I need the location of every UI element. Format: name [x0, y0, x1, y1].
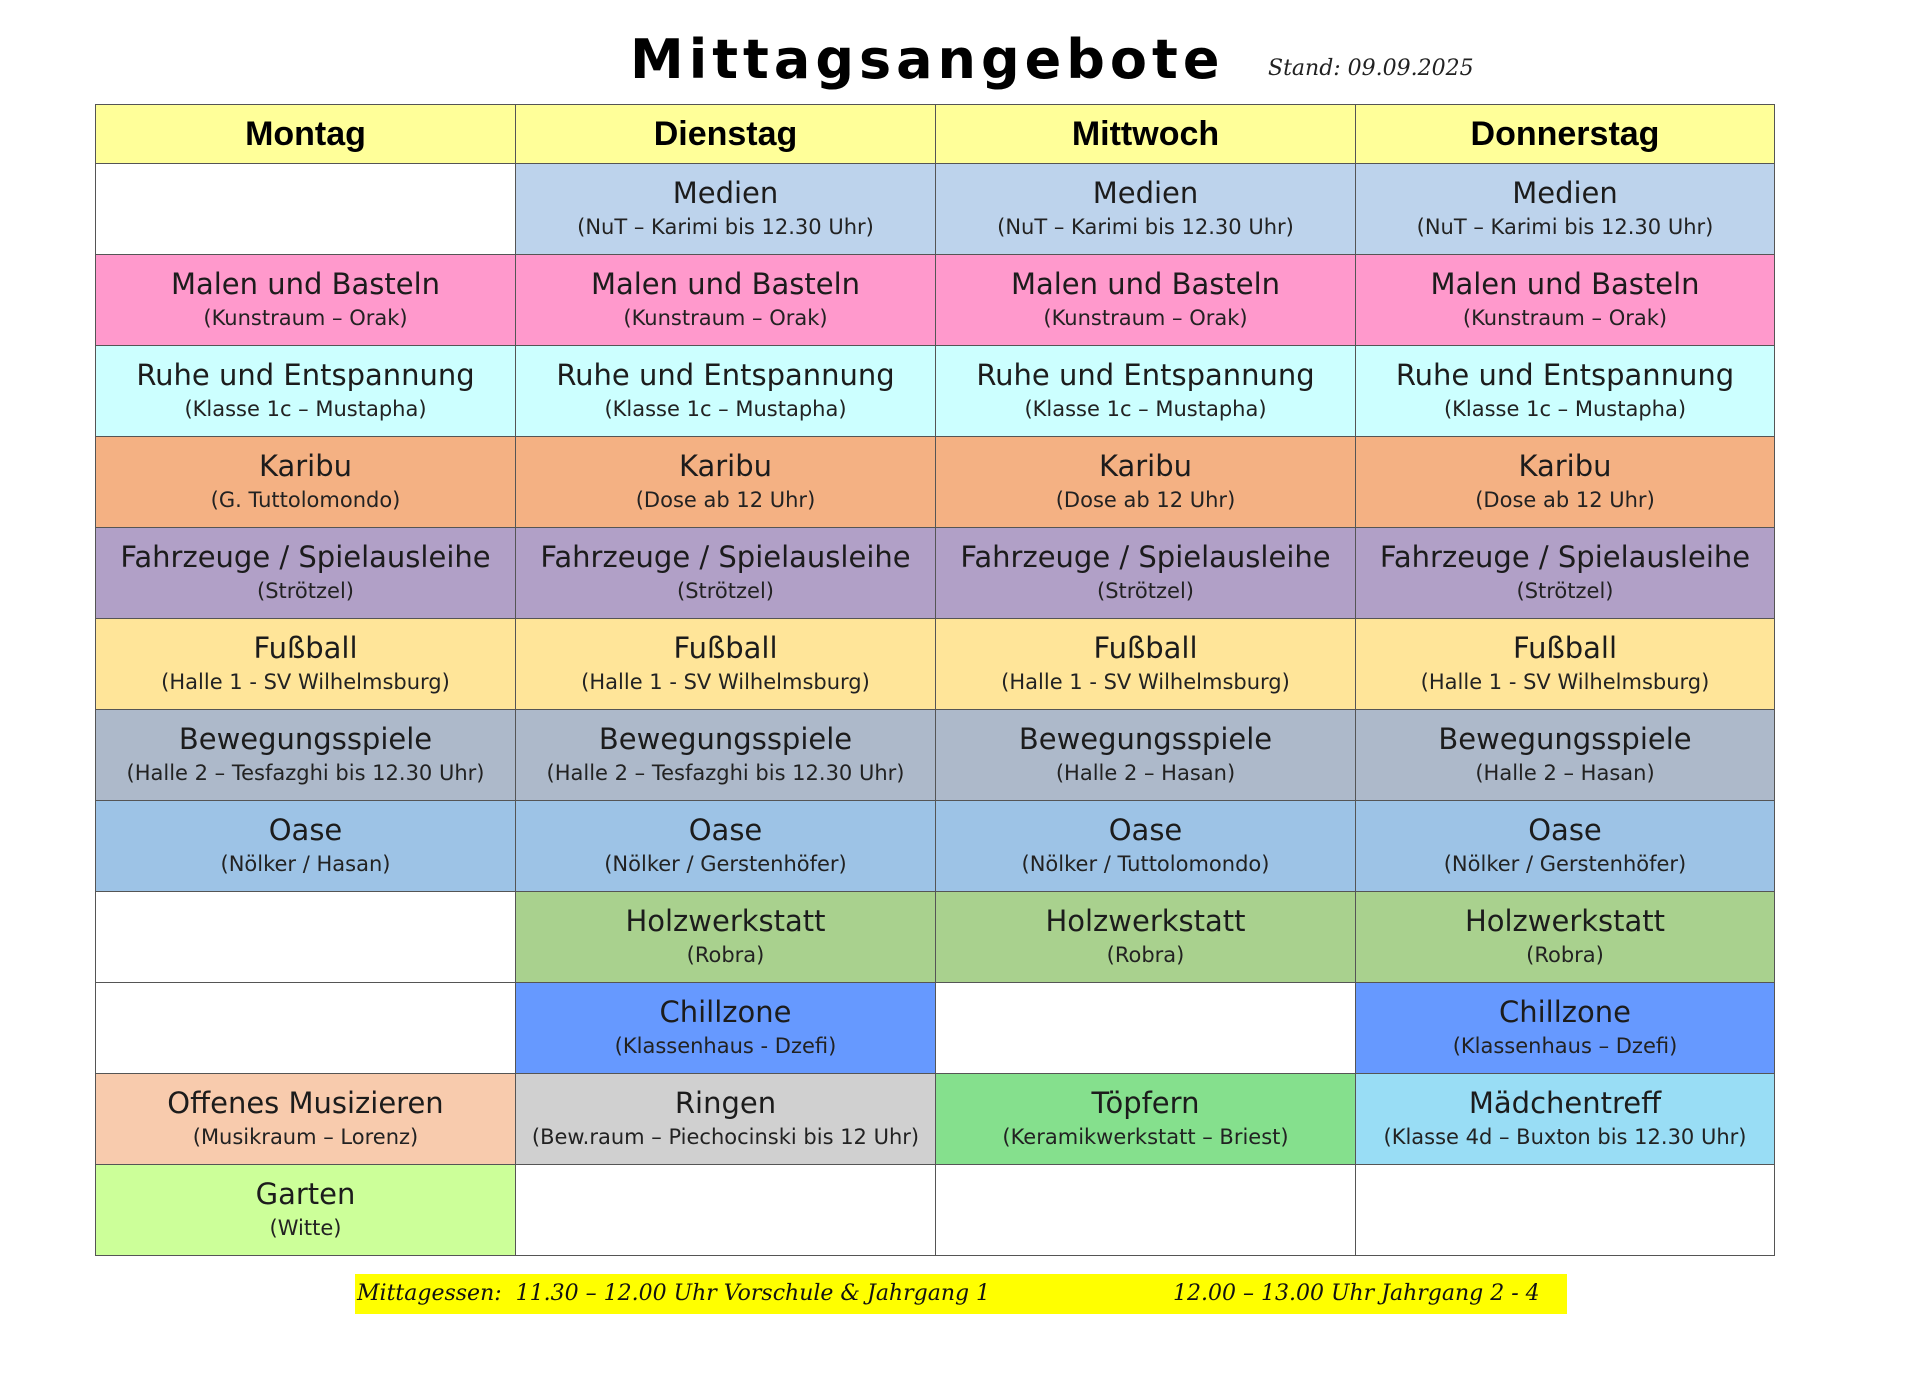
day-header-monday: Montag [96, 105, 516, 164]
activity-cell [516, 164, 936, 255]
activity-location: (Robra) [1106, 943, 1185, 967]
activity-name: Fußball [673, 631, 778, 665]
activity-location: (NuT – Karimi bis 12.30 Uhr) [1416, 215, 1714, 239]
activity-name: Malen und Basteln [1430, 267, 1700, 301]
activity-cell [516, 710, 936, 801]
activity-name: Karibu [258, 449, 353, 483]
activity-name: Fahrzeuge / Spielausleihe [120, 540, 491, 574]
activity-location: (Halle 1 - SV Wilhelmsburg) [581, 670, 870, 694]
activity-location: (Halle 1 - SV Wilhelmsburg) [1001, 670, 1290, 694]
page-title: Mittagsangebote [630, 28, 1225, 91]
activity-name: Medien [1512, 176, 1618, 210]
activity-cell [516, 528, 936, 619]
activity-location: (Strötzel) [1516, 579, 1614, 603]
schedule-row [96, 528, 1775, 619]
activity-cell [96, 710, 516, 801]
activity-location: (Strötzel) [257, 579, 354, 603]
activity-name: Fahrzeuge / Spielausleihe [540, 540, 911, 574]
activity-cell [936, 164, 1356, 255]
schedule-row [96, 1074, 1775, 1165]
activity-name: Oase [268, 813, 343, 847]
empty-cell [96, 892, 516, 983]
activity-location: (Halle 2 – Tesfazghi bis 12.30 Uhr) [546, 761, 905, 785]
activity-cell [1356, 710, 1775, 801]
activity-location: (Halle 2 – Hasan) [1475, 761, 1655, 785]
lunch-time-late: 12.00 – 13.00 Uhr Jahrgang 2 - 4 [1173, 1281, 1540, 1306]
schedule-row [96, 710, 1775, 801]
activity-cell [1356, 528, 1775, 619]
activity-name: Oase [1528, 813, 1602, 847]
schedule-row [96, 164, 1775, 255]
activity-location: (Halle 1 - SV Wilhelmsburg) [161, 670, 450, 694]
activity-location: (NuT – Karimi bis 12.30 Uhr) [997, 215, 1294, 239]
activity-name: Mädchentreff [1468, 1086, 1662, 1120]
activity-cell [1356, 437, 1775, 528]
activity-cell [96, 619, 516, 710]
activity-cell [936, 255, 1356, 346]
activity-location: (Klassenhaus - Dzefi) [614, 1034, 837, 1058]
schedule-table [95, 104, 1775, 1256]
activity-location: (Nölker / Gerstenhöfer) [1443, 852, 1687, 876]
activity-location: (Strötzel) [677, 579, 774, 603]
activity-name: Fahrzeuge / Spielausleihe [960, 540, 1331, 574]
activity-cell [516, 255, 936, 346]
activity-location: (Strötzel) [1097, 579, 1194, 603]
activity-cell [936, 619, 1356, 710]
activity-cell [936, 710, 1356, 801]
schedule-row [96, 619, 1775, 710]
activity-cell [1356, 255, 1775, 346]
activity-location: (Kunstraum – Orak) [1462, 306, 1668, 330]
empty-cell [96, 164, 516, 255]
activity-name: Bewegungsspiele [598, 722, 853, 756]
schedule-row [96, 255, 1775, 346]
activity-name: Fußball [253, 631, 358, 665]
activity-name: Fußball [1093, 631, 1198, 665]
activity-location: (Musikraum – Lorenz) [192, 1125, 419, 1149]
empty-cell [1356, 1165, 1775, 1256]
activity-cell [516, 437, 936, 528]
activity-cell [96, 346, 516, 437]
activity-name: Karibu [1518, 449, 1612, 483]
activity-cell [1356, 892, 1775, 983]
activity-cell [96, 437, 516, 528]
activity-location: (Nölker / Hasan) [220, 852, 391, 876]
activity-location: (Kunstraum – Orak) [623, 306, 828, 330]
day-header-wednesday: Mittwoch [936, 105, 1356, 164]
activity-name: Ringen [674, 1086, 777, 1120]
schedule-row [96, 437, 1775, 528]
schedule-row [96, 892, 1775, 983]
activity-cell [1356, 1074, 1775, 1165]
activity-cell [936, 437, 1356, 528]
activity-name: Chillzone [659, 995, 792, 1029]
day-header-tuesday: Dienstag [516, 105, 936, 164]
activity-name: Fahrzeuge / Spielausleihe [1379, 540, 1751, 574]
activity-location: (Klasse 1c – Mustapha) [604, 397, 847, 421]
activity-location: (Robra) [1526, 943, 1604, 967]
activity-cell [96, 1165, 516, 1256]
activity-location: (Kunstraum – Orak) [203, 306, 408, 330]
activity-name: Ruhe und Entspannung [1395, 358, 1735, 392]
activity-name: Ruhe und Entspannung [556, 358, 895, 392]
activity-name: Chillzone [1499, 995, 1631, 1029]
empty-cell [936, 1165, 1356, 1256]
lunch-times-footer [355, 1274, 1567, 1314]
activity-name: Medien [672, 176, 779, 210]
activity-location: (Robra) [686, 943, 765, 967]
activity-location: (Nölker / Gerstenhöfer) [604, 852, 847, 876]
activity-location: (Dose ab 12 Uhr) [635, 488, 816, 512]
activity-location: (Keramikwerkstatt – Briest) [1002, 1125, 1289, 1149]
activity-location: (Dose ab 12 Uhr) [1055, 488, 1236, 512]
schedule-row [96, 346, 1775, 437]
activity-name: Malen und Basteln [1010, 267, 1281, 301]
empty-cell [936, 983, 1356, 1074]
activity-location: (Witte) [269, 1216, 342, 1240]
activity-name: Holzwerkstatt [1045, 904, 1246, 938]
activity-cell [936, 892, 1356, 983]
activity-cell [1356, 619, 1775, 710]
activity-location: (Klasse 1c – Mustapha) [1024, 397, 1267, 421]
empty-cell [516, 1165, 936, 1256]
lunch-time-early: Mittagessen: 11.30 – 12.00 Uhr Vorschule & Jahrgang 1 [357, 1281, 991, 1306]
activity-name: Garten [255, 1177, 356, 1211]
activity-name: Medien [1092, 176, 1199, 210]
day-header-thursday: Donnerstag [1356, 105, 1775, 164]
activity-name: Malen und Basteln [170, 267, 441, 301]
activity-cell [936, 801, 1356, 892]
activity-cell [936, 528, 1356, 619]
activity-name: Karibu [1098, 449, 1193, 483]
schedule-row [96, 801, 1775, 892]
activity-location: (Klassenhaus – Dzefi) [1452, 1034, 1678, 1058]
activity-name: Holzwerkstatt [625, 904, 826, 938]
activity-cell [516, 892, 936, 983]
empty-cell [96, 983, 516, 1074]
activity-cell [516, 983, 936, 1074]
activity-location: (Halle 1 - SV Wilhelmsburg) [1420, 670, 1710, 694]
activity-name: Oase [1108, 813, 1183, 847]
activity-cell [516, 1074, 936, 1165]
activity-cell [1356, 164, 1775, 255]
activity-cell [516, 801, 936, 892]
activity-name: Ruhe und Entspannung [976, 358, 1315, 392]
activity-location: (Bew.raum – Piechocinski bis 12 Uhr) [531, 1125, 920, 1149]
activity-cell [96, 528, 516, 619]
activity-cell [1356, 346, 1775, 437]
activity-location: (Halle 2 – Hasan) [1055, 761, 1236, 785]
stand-date: Stand: 09.09.2025 [1268, 56, 1474, 81]
activity-location: (Klasse 4d – Buxton bis 12.30 Uhr) [1383, 1125, 1747, 1149]
activity-name: Offenes Musizieren [167, 1086, 444, 1120]
activity-name: Bewegungsspiele [1438, 722, 1692, 756]
activity-name: Oase [688, 813, 763, 847]
activity-cell [936, 1074, 1356, 1165]
activity-location: (Nölker / Tuttolomondo) [1021, 852, 1270, 876]
activity-name: Töpfern [1091, 1086, 1200, 1120]
activity-name: Holzwerkstatt [1464, 904, 1666, 938]
activity-cell [516, 619, 936, 710]
activity-name: Karibu [678, 449, 773, 483]
activity-name: Malen und Basteln [590, 267, 861, 301]
activity-name: Bewegungsspiele [1018, 722, 1273, 756]
activity-cell [936, 346, 1356, 437]
activity-cell [1356, 801, 1775, 892]
activity-location: (Klasse 1c – Mustapha) [1443, 397, 1687, 421]
activity-location: (Klasse 1c – Mustapha) [184, 397, 427, 421]
header-row [96, 105, 1775, 164]
activity-location: (NuT – Karimi bis 12.30 Uhr) [577, 215, 874, 239]
activity-cell [96, 801, 516, 892]
activity-location: (Halle 2 – Tesfazghi bis 12.30 Uhr) [126, 761, 485, 785]
activity-name: Ruhe und Entspannung [136, 358, 475, 392]
activity-cell [96, 1074, 516, 1165]
activity-name: Bewegungsspiele [178, 722, 433, 756]
schedule-row [96, 983, 1775, 1074]
activity-location: (Dose ab 12 Uhr) [1475, 488, 1655, 512]
schedule-row [96, 1165, 1775, 1256]
activity-cell [96, 255, 516, 346]
activity-location: (Kunstraum – Orak) [1043, 306, 1248, 330]
activity-cell [516, 346, 936, 437]
activity-cell [1356, 983, 1775, 1074]
activity-location: (G. Tuttolomondo) [210, 488, 401, 512]
schedule-body [96, 164, 1775, 1256]
activity-name: Fußball [1512, 631, 1618, 665]
